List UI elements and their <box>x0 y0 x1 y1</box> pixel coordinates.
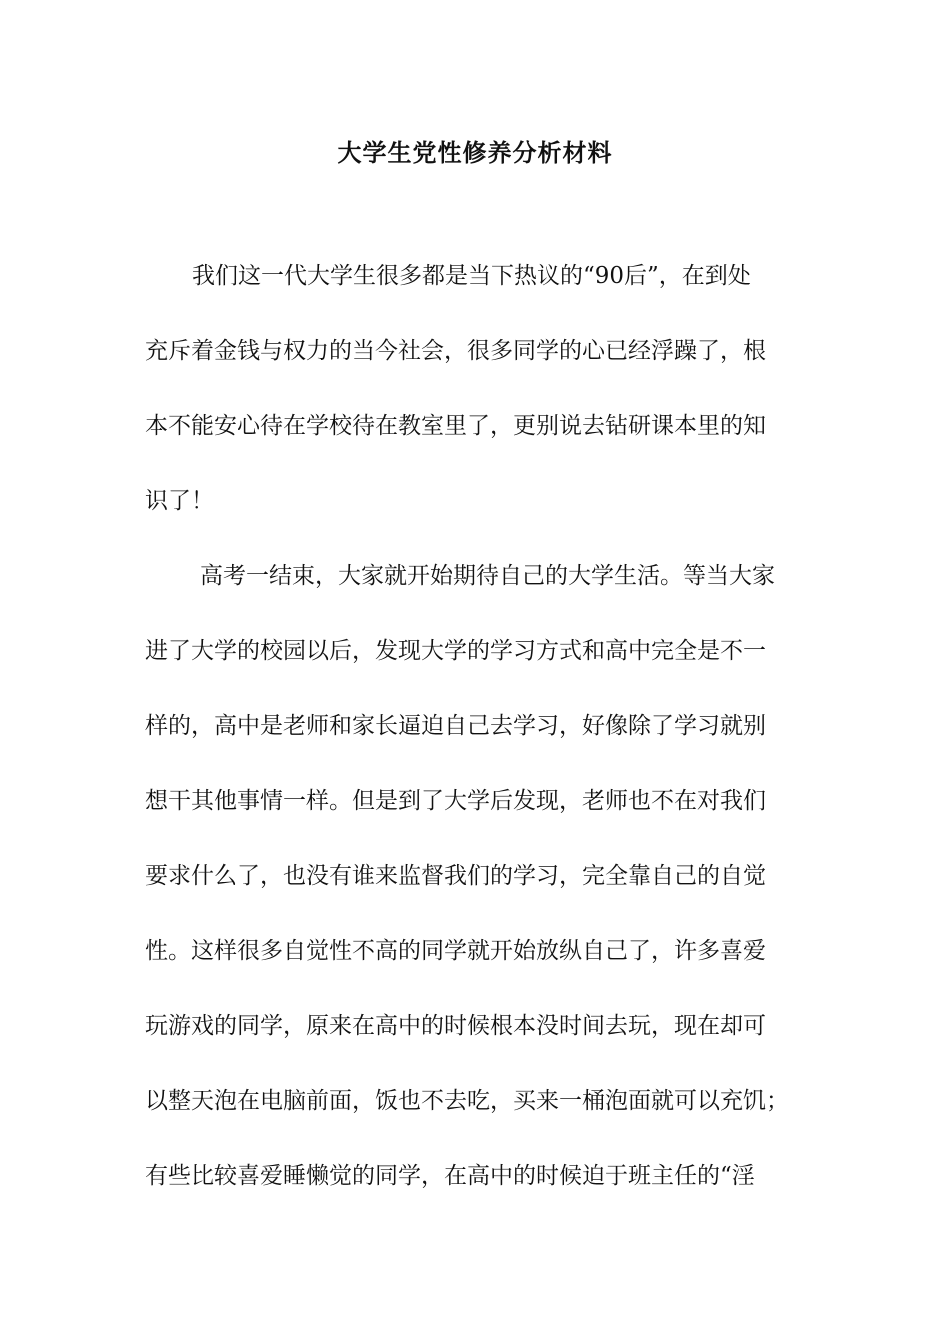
body-text-line: 高考一结束，大家就开始期待自己的大学生活。等当大家 <box>200 563 775 589</box>
body-text-line: 要求什么了，也没有谁来监督我们的学习，完全靠自己的自觉 <box>145 863 766 889</box>
body-text-line: 性。这样很多自觉性不高的同学就开始放纵自己了，许多喜爱 <box>145 938 766 964</box>
body-text-line: 充斥着金钱与权力的当今社会，很多同学的心已经浮躁了，根 <box>145 338 766 364</box>
body-text-line: 以整天泡在电脑前面，饭也不去吃，买来一桶泡面就可以充饥； <box>145 1088 789 1114</box>
body-text-line: 本不能安心待在学校待在教室里了，更别说去钻研课本里的知 <box>145 413 766 439</box>
body-text-line: 进了大学的校园以后，发现大学的学习方式和高中完全是不一 <box>145 638 766 664</box>
body-text-line: 样的，高中是老师和家长逼迫自己去学习，好像除了学习就别 <box>145 713 766 739</box>
body-text-line: 识了！ <box>145 488 214 514</box>
body-text-line: 想干其他事情一样。但是到了大学后发现，老师也不在对我们 <box>145 788 766 814</box>
document-title: 大学生党性修养分析材料 <box>337 138 613 167</box>
body-text-line: 有些比较喜爱睡懒觉的同学，在高中的时候迫于班主任的“淫 <box>145 1163 755 1189</box>
body-text-line: 玩游戏的同学，原来在高中的时候根本没时间去玩，现在却可 <box>145 1013 766 1039</box>
body-text-line: 我们这一代大学生很多都是当下热议的“90后”，在到处 <box>192 263 751 289</box>
